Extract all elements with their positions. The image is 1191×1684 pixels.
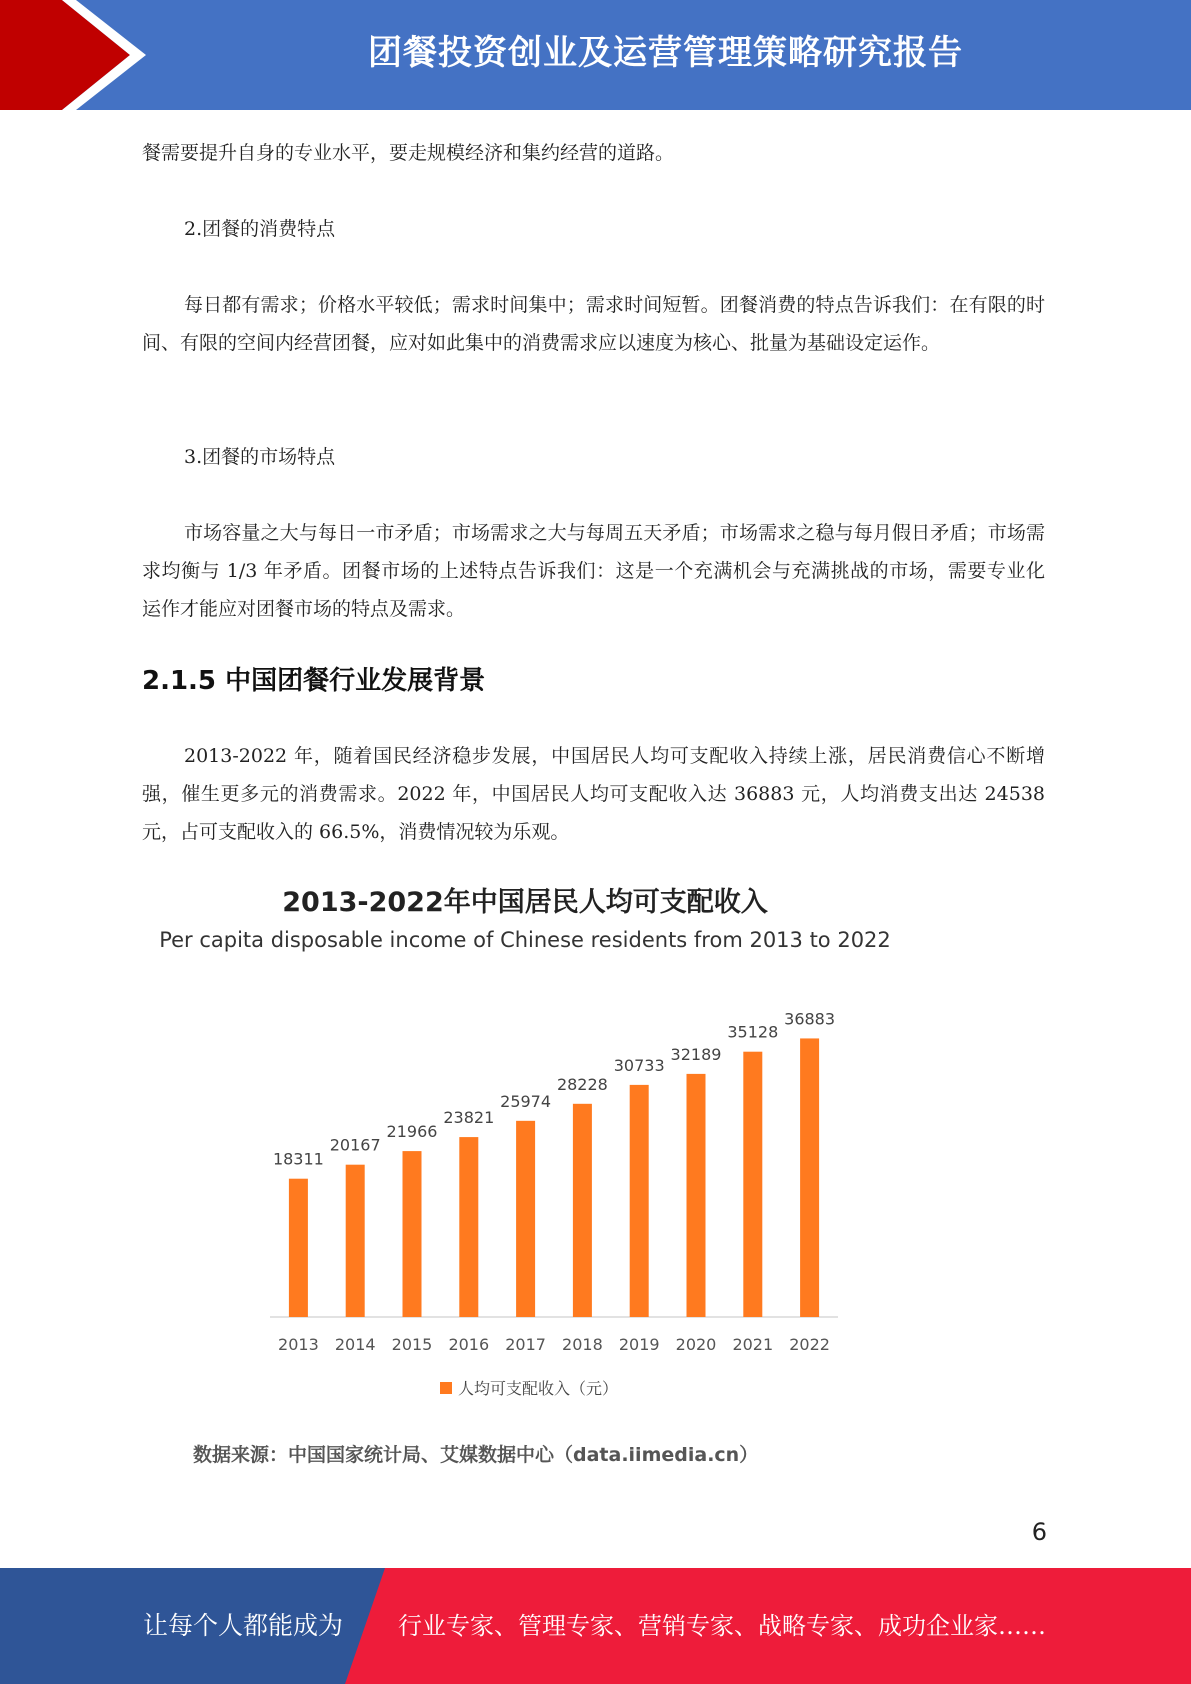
subsection-2-paragraph: 每日都有需求；价格水平较低；需求时间集中；需求时间短暂。团餐消费的特点告诉我们：在有限的时间、有限的空间内经营团餐，应对如此集中的消费需求应以速度为核心、批量为基础设定运作。 [142, 294, 1045, 354]
bar-2019 [630, 1085, 649, 1317]
bar-2016 [459, 1137, 478, 1317]
chart-subtitle: Per capita disposable income of Chinese residents from 2013 to 2022 [159, 928, 891, 952]
data-label-2019: 30733 [613, 1055, 665, 1075]
section-paragraph: 2013-2022 年，随着国民经济稳步发展，中国居民人均可支配收入持续上涨，居民消费信心不断增强，催生更多元的消费需求。2022 年，中国居民人均可支配收入达 36883 元，人均消费支出达 24538 元，占可支配收入的 66.5%，消费情况较为乐观。 [142, 745, 1045, 843]
data-label-2017: 25974 [500, 1091, 552, 1111]
x-tick-2020: 2020 [675, 1335, 717, 1354]
header-arrow-decoration [0, 0, 160, 110]
bar-2022 [800, 1038, 819, 1317]
bar-2013 [289, 1179, 308, 1317]
data-label-2013: 18311 [272, 1149, 324, 1169]
bar-2014 [346, 1165, 365, 1317]
subsection-3-paragraph: 市场容量之大与每日一市矛盾；市场需求之大与每周五天矛盾；市场需求之稳与每月假日矛盾；市场需求均衡与 1/3 年矛盾。团餐市场的上述特点告诉我们：这是一个充满机会与充满挑战的市场，需要专业化 运作才能应对团餐市场的特点及需求。 [142, 522, 1045, 620]
footer-slogan-right: 行业专家、管理专家、营销专家、战略专家、成功企业家…… [398, 1612, 1046, 1640]
x-tick-2021: 2021 [732, 1335, 774, 1354]
data-label-2015: 21966 [386, 1122, 438, 1142]
report-title: 团餐投资创业及运营管理策略研究报告 [368, 33, 963, 73]
bar-2021 [743, 1052, 762, 1317]
x-tick-2022: 2022 [789, 1335, 830, 1354]
x-tick-2019: 2019 [618, 1335, 660, 1354]
paragraph-continued: 餐需要提升自身的专业水平，要走规模经济和集约经营的道路。 [142, 142, 675, 164]
legend-label: 人均可支配收入（元） [458, 1379, 619, 1398]
bar-2015 [403, 1151, 422, 1317]
data-label-2016: 23821 [443, 1108, 495, 1128]
data-label-2020: 32189 [670, 1044, 722, 1064]
x-tick-2015: 2015 [391, 1335, 433, 1354]
bar-2017 [516, 1121, 535, 1317]
x-tick-2013: 2013 [278, 1335, 319, 1354]
income-bar-chart [0, 980, 1000, 1360]
chart-title: 2013-2022年中国居民人均可支配收入 [282, 887, 768, 918]
page-header [0, 0, 1191, 110]
subsection-2-title: 2.团餐的消费特点 [184, 218, 336, 240]
data-label-2014: 20167 [329, 1135, 381, 1155]
subsection-3-title: 3.团餐的市场特点 [184, 446, 336, 468]
data-label-2018: 28228 [556, 1074, 608, 1094]
footer-slogan-left: 让每个人都能成为 [143, 1611, 344, 1640]
data-label-2021: 35128 [727, 1022, 779, 1042]
legend-swatch [440, 1382, 452, 1394]
chart-source: 数据来源：中国国家统计局、艾媒数据中心（data.iimedia.cn） [193, 1444, 759, 1466]
page-number: 6 [1031, 1518, 1047, 1546]
chart-legend [440, 1376, 618, 1399]
x-tick-2018: 2018 [562, 1335, 603, 1354]
bar-2018 [573, 1104, 592, 1317]
x-tick-2014: 2014 [334, 1335, 376, 1354]
section-heading: 2.1.5 中国团餐行业发展背景 [142, 666, 486, 696]
data-label-2022: 36883 [784, 1009, 836, 1029]
x-tick-2017: 2017 [505, 1335, 546, 1354]
bar-2020 [687, 1074, 706, 1317]
x-tick-2016: 2016 [448, 1335, 490, 1354]
